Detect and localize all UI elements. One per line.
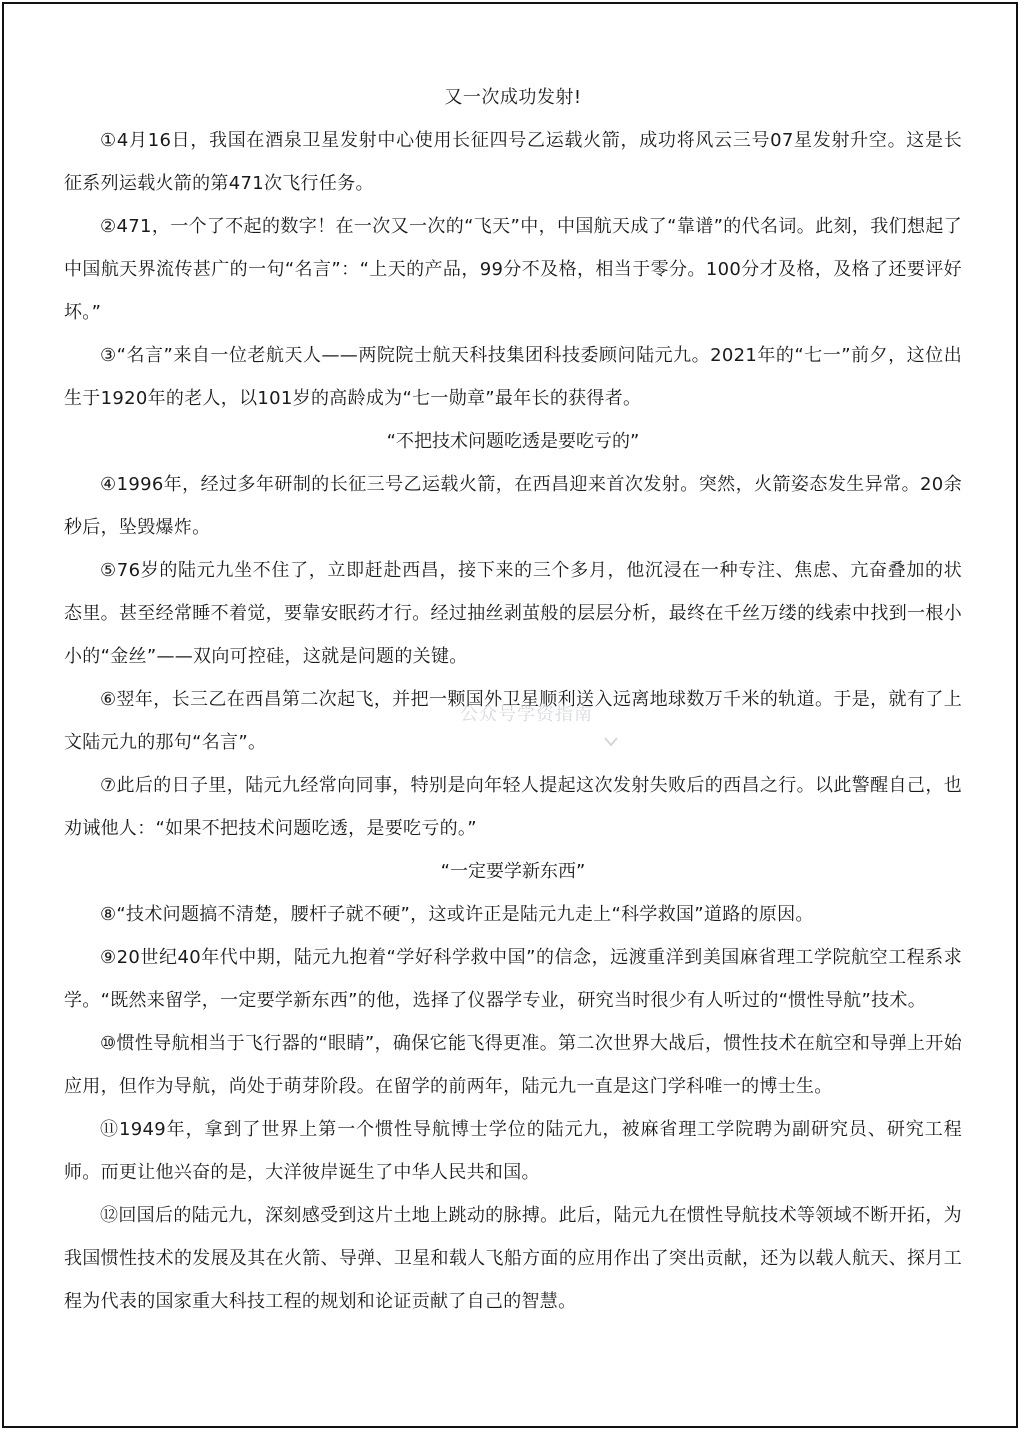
paragraph-1: ①4月16日，我国在酒泉卫星发射中心使用长征四号乙运载火箭，成功将风云三号07星发射升空。这是长征系列运载火箭的第471次飞行任务。 [64, 130, 962, 194]
section-heading-1: “不把技术问题吃透是要吃亏的” [386, 431, 640, 452]
paragraph-11: ⑪1949年，拿到了世界上第一个惯性导航博士学位的陆元九，被麻省理工学院聘为副研究员、研究工程师。而更让他兴奋的是，大洋彼岸诞生了中华人民共和国。 [64, 1119, 962, 1183]
article-title: 又一次成功发射! [444, 87, 582, 108]
paragraph-12: ⑫回国后的陆元九，深刻感受到这片土地上跳动的脉搏。此后，陆元九在惯性导航技术等领域不断开拓，为我国惯性技术的发展及其在火箭、导弹、卫星和载人飞船方面的应用作出了突出贡献，还为以载人航天、探月工程为代表的国家重大科技工程的规划和论证贡献了自己的智慧。 [64, 1205, 962, 1312]
article-body [64, 76, 962, 1323]
paragraph-5: ⑤76岁的陆元九坐不住了，立即赶赴西昌，接下来的三个多月，他沉浸在一种专注、焦虑、亢奋叠加的状态里。甚至经常睡不着觉，要靠安眠药才行。经过抽丝剥茧般的层层分析，最终在千丝万缕的线索中找到一根小小的“金丝”——双向可控硅，这就是问题的关键。 [64, 560, 962, 667]
paragraph-4: ④1996年，经过多年研制的长征三号乙运载火箭，在西昌迎来首次发射。突然，火箭姿态发生异常。20余秒后，坠毁爆炸。 [64, 474, 962, 538]
paragraph-7: ⑦此后的日子里，陆元九经常向同事，特别是向年轻人提起这次发射失败后的西昌之行。以此警醒自己，也劝诫他人：“如果不把技术问题吃透，是要吃亏的。” [64, 775, 962, 839]
watermark-text: 公众号学资指南 [460, 704, 593, 725]
paragraph-6: ⑥翌年，长三乙在西昌第二次起飞，并把一颗国外卫星顺利送入远离地球数万千米的轨道。于是，就有了上文陆元九的那句“名言”。 [64, 689, 962, 753]
chevron-down-icon [604, 737, 618, 747]
paragraph-3: ③“名言”来自一位老航天人——两院院士航天科技集团科技委顾问陆元九。2021年的“七一”前夕，这位出生于1920年的老人，以101岁的高龄成为“七一勋章”最年长的获得者。 [64, 345, 962, 409]
paragraph-2: ②471，一个了不起的数字！在一次又一次的“飞天”中，中国航天成了“靠谱”的代名词。此刻，我们想起了中国航天界流传甚广的一句“名言”：“上天的产品，99分不及格，相当于零分。100分才及格，及格了还要评好坏。” [64, 216, 962, 323]
paragraph-8: ⑧“技术问题搞不清楚，腰杆子就不硬”，这或许正是陆元九走上“科学救国”道路的原因。 [100, 904, 814, 925]
paragraph-9: ⑨20世纪40年代中期，陆元九抱着“学好科学救中国”的信念，远渡重洋到美国麻省理工学院航空工程系求学。“既然来留学，一定要学新东西”的他，选择了仪器学专业，研究当时很少有人听过的“惯性导航”技术。 [64, 947, 962, 1011]
paragraph-10: ⑩惯性导航相当于飞行器的“眼睛”，确保它能飞得更准。第二次世界大战后，惯性技术在航空和导弹上开始应用，但作为导航，尚处于萌芽阶段。在留学的前两年，陆元九一直是这门学科唯一的博士生。 [64, 1033, 962, 1097]
watermark-chevron-icon [604, 736, 618, 750]
section-heading-2: “一定要学新东西” [440, 861, 586, 882]
